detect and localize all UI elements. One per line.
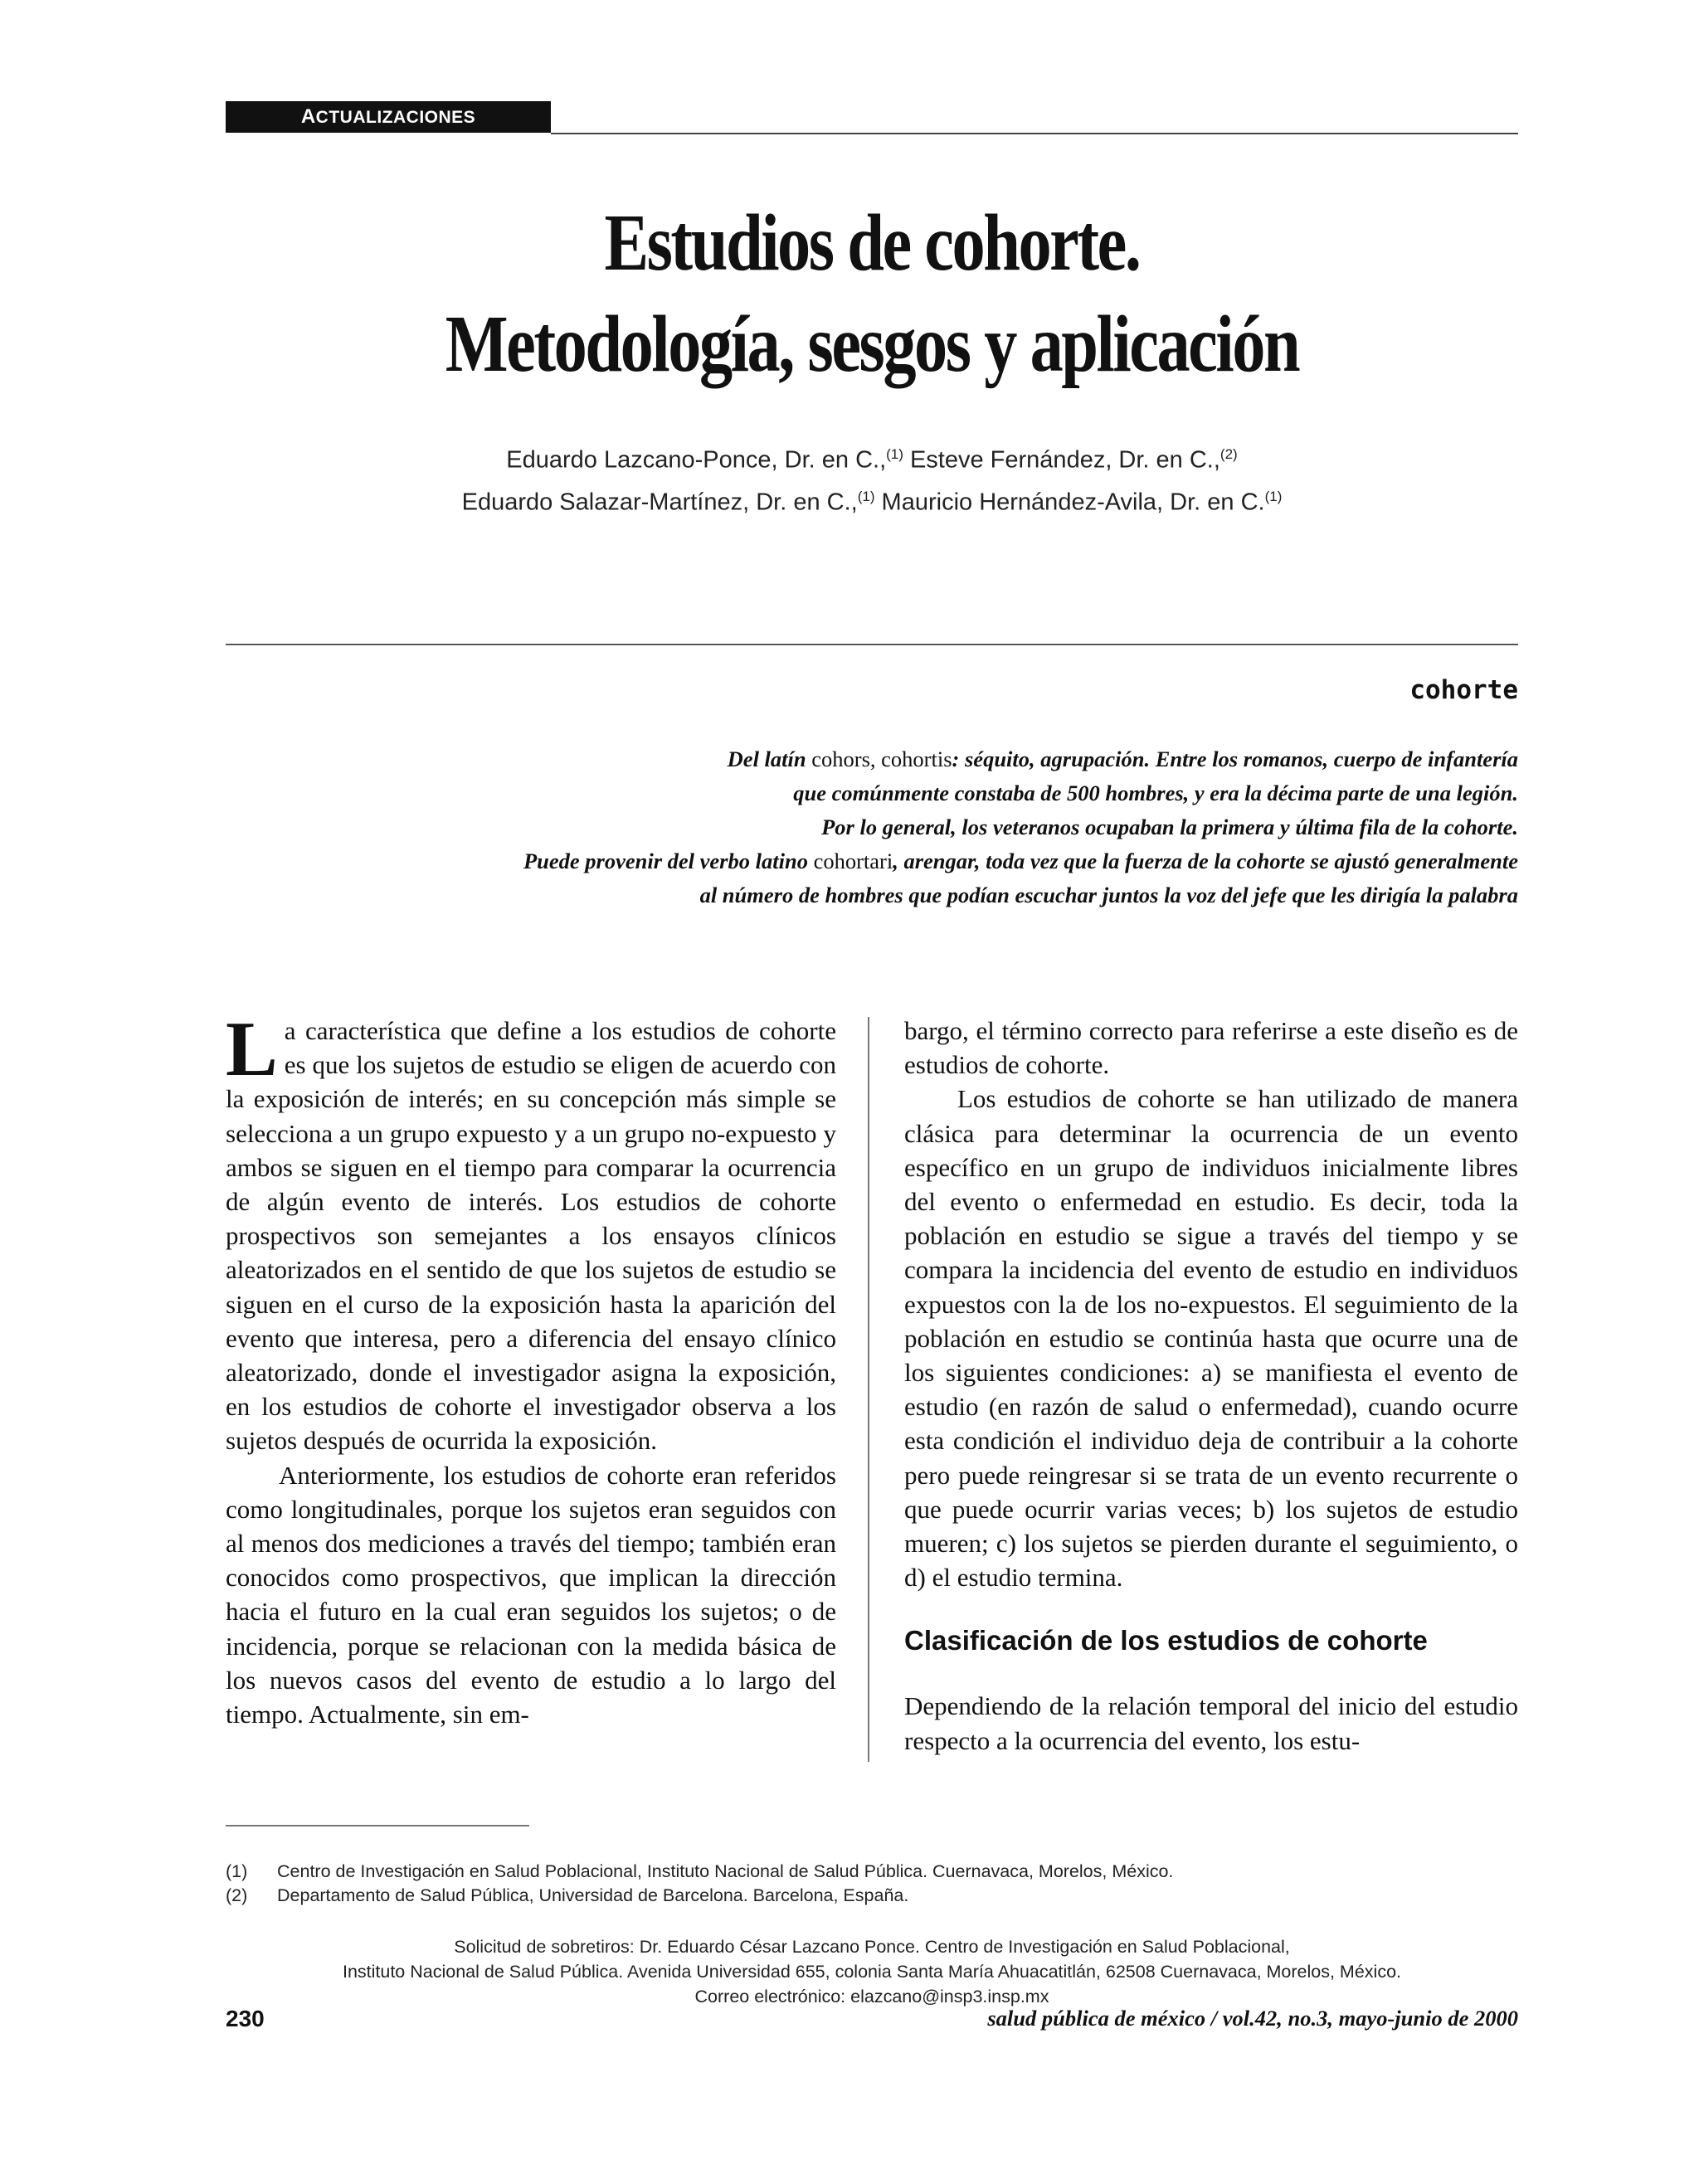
body-paragraph: Dependiendo de la relación temporal del inicio del estudio respecto a la ocurrencia del evento, los estu- [904,1691,1518,1755]
author-line-2 [226,479,1518,521]
epigraph-latin-term: cohortari [813,849,893,873]
section-label [226,101,551,133]
body-paragraph: Anteriormente, los estudios de cohorte eran referidos como longitudinales, porque los sujetos eran seguidos con al menos dos mediciones a través del tiempo; también eran conocidos como prospectivos, que implican la dirección hacia el futuro en la cual eran seguidos los sujetos; o de incidencia, porque se relacionan con la medida básica de los nuevos casos del evento de estudio a lo largo del tiempo. Actualmente, sin em- [226,1460,836,1729]
body-column-right [904,1014,1518,1758]
section-label-rest: CTUALIZACIONES [315,108,476,127]
title-line-2: Metodología, sesgos y aplicación [445,299,1299,389]
epigraph-line: Por lo general, los veteranos ocupaban la primera y última fila de la cohorte. [821,815,1518,839]
column-divider [868,1017,869,1762]
body-paragraph-continued: bargo, el término correcto para referirse a este diseño es de estudios de cohorte. [904,1016,1518,1080]
body-column-left [226,1006,836,1731]
reprint-line: Instituto Nacional de Salud Pública. Avenida Universidad 655, colonia Santa María Ahuacatitlán, 62508 Cuernavaca, Morelos, México. [342,1962,1402,1982]
epigraph-line [348,742,1518,776]
epigraph-line [348,844,1518,878]
epigraph-text: : séquito, agrupación. Entre los romanos, cuerpo de infantería [952,747,1518,771]
body-paragraph: Los estudios de cohorte se han utilizado de manera clásica para determinar la ocurrencia de un evento específico en un grupo de individuos inicialmente libres del evento o enfermedad en estudio. Es decir, toda la población en estudio se sigue a través del tiempo y se compara la incidencia del evento de estudio en individuos expuestos con la de los no-expuestos. El seguimiento de la población en estudio se continúa hasta que ocurre una de los siguientes condiciones: a) se manifiesta el evento de estudio (en razón de salud o enfermedad), cuando ocurre esta condición el individuo deja de contribuir a la cohorte pero puede reingresar si se trata de un evento recurrente o que puede ocurrir varias veces; b) los sujetos de estudio mueren; c) los sujetos se pierden durante el seguimiento, o d) el estudio termina. [904,1084,1518,1593]
epigraph-latin-term: cohors, cohortis [811,747,952,771]
section-label-initial: A [300,105,316,128]
article-title [342,192,1402,395]
epigraph-text: Puede provenir del verbo latino [523,849,814,873]
footnote [226,1860,1518,1884]
paragraph-text: a característica que define a los estudios de cohorte es que los sujetos de estudio se eligen de acuerdo con la exposición de interés; en su concepción más simple se selecciona a un grupo expuesto y a un grupo no-expuesto y ambos se siguen en el tiempo para comparar la ocurrencia de algún evento de interés. Los estudios de cohorte prospectivos son semejantes a los ensayos clínicos aleatorizados en el sentido de que los sujetos de estudio se siguen en el curso de la exposición hasta la aparición del evento que interesa, pero a diferencia del ensayo clínico aleatorizado, donde el investigador asigna la exposición, en los estudios de cohorte el investigador observa a los sujetos después de ocurrida la exposición. [226,1016,836,1456]
affiliation-mark: (1) [886,446,903,462]
journal-citation: salud pública de méxico / vol.42, no.3, mayo-junio de 2000 [987,2006,1518,2031]
author-list [226,436,1518,520]
section-subheading: Clasificación de los estudios de cohorte [904,1625,1428,1656]
footnote-number: (1) [226,1861,248,1881]
author-name: Eduardo Salazar-Martínez, Dr. en C., [461,489,858,516]
reprint-line: Solicitud de sobretiros: Dr. Eduardo César Lazcano Ponce. Centro de Investigación en Salud Poblacional, [454,1937,1290,1957]
affiliation-mark: (1) [857,488,875,504]
epigraph-text: Del latín [727,747,812,771]
author-name: Eduardo Lazcano-Ponce, Dr. en C., [506,446,887,474]
author-name: Esteve Fernández, Dr. en C., [903,446,1220,474]
title-line-1: Estudios de cohorte. [604,198,1140,288]
header-rule [551,133,1518,134]
section-divider [226,644,1518,645]
footnote-rule [226,1825,529,1826]
epigraph-heading: cohorte [1409,675,1518,705]
author-line-1 [226,436,1518,479]
page-number: 230 [226,2006,265,2031]
footnotes [226,1860,1518,1908]
epigraph-text: , arengar, toda vez que la fuerza de la cohorte se ajustó generalmente [893,849,1518,873]
reprint-request [226,1934,1518,2009]
epigraph-line: al número de hombres que podían escuchar juntos la voz del jefe que les dirigía la palabra [699,883,1518,907]
affiliation-mark: (1) [1264,488,1283,504]
reprint-email: Correo electrónico: elazcano@insp3.insp.mx [694,1987,1049,2006]
affiliation-mark: (2) [1219,446,1238,462]
epigraph [348,742,1518,912]
footnote-number: (2) [226,1885,248,1905]
body-paragraph [226,1006,836,1458]
drop-cap: L [226,1006,278,1092]
author-name: Mauricio Hernández-Avila, Dr. en C. [874,489,1265,516]
footnote-text: Centro de Investigación en Salud Poblacional, Instituto Nacional de Salud Pública. Cuernavaca, Morelos, México. [277,1861,1174,1881]
footnote [226,1884,1518,1908]
epigraph-line: que comúnmente constaba de 500 hombres, y era la décima parte de una legión. [793,781,1518,805]
footnote-text: Departamento de Salud Pública, Universidad de Barcelona. Barcelona, España. [277,1885,909,1905]
